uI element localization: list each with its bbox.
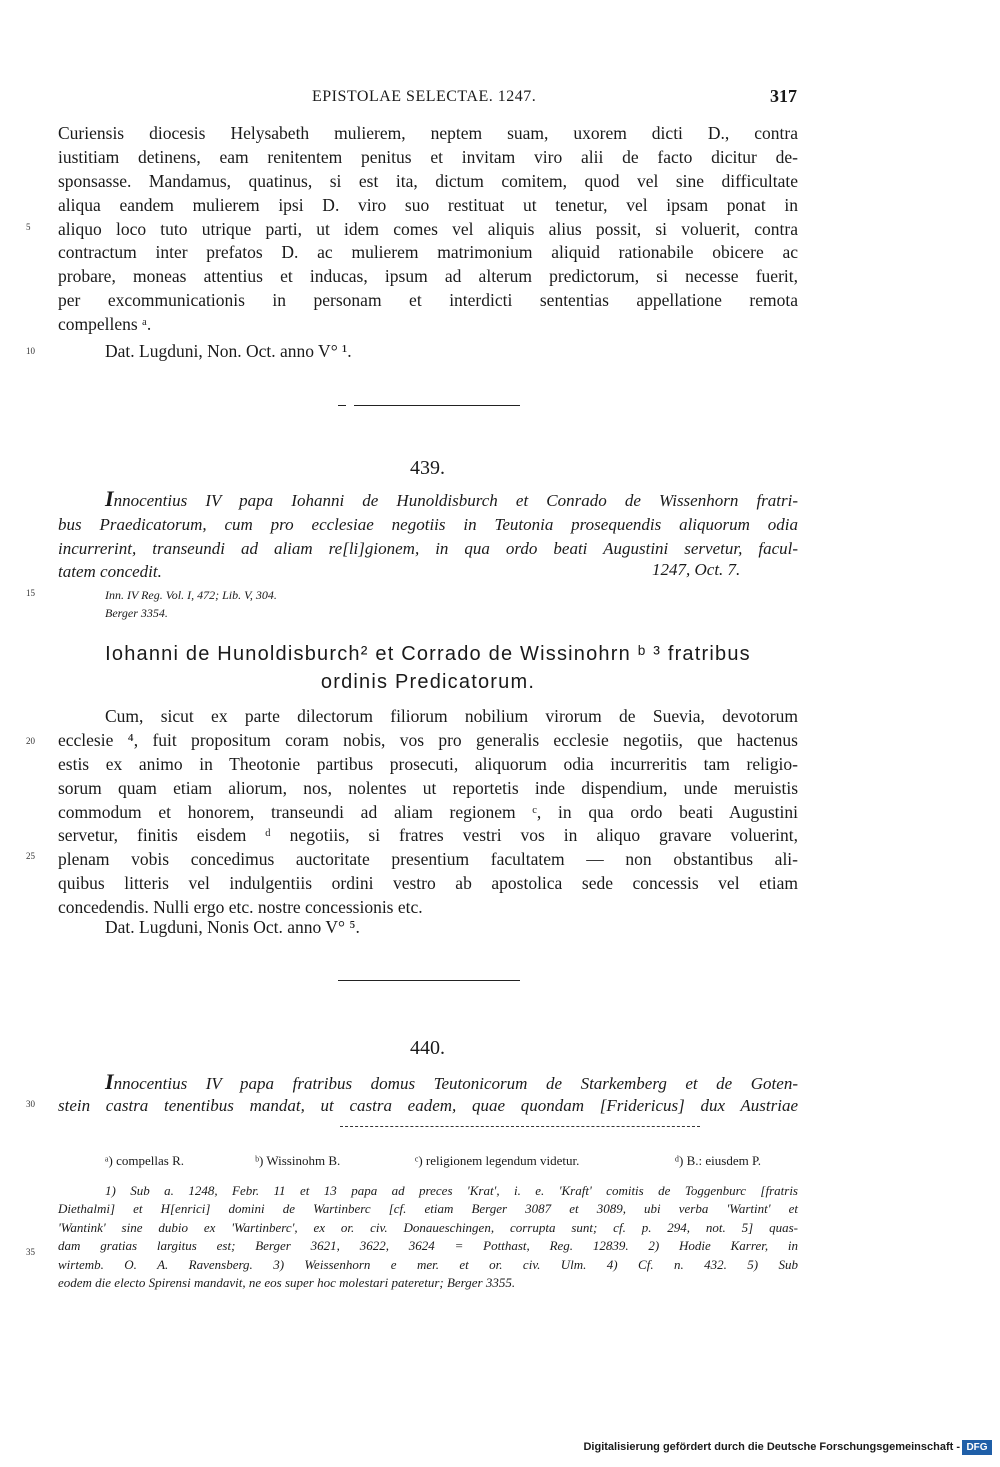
footnote-line: 'Wantink' sine dubio ex 'Wartinberc', ex or. civ. Donaueschingen, corrupta sunt; cf. p. 294, not. 5] quas- [58, 1219, 798, 1235]
text-line: contractum inter prefatos D. ac mulierem matrimonium aliquid rationabile obicere ac [58, 242, 798, 263]
footnote-line: wirtemb. O. A. Ravensberg. 3) Weissenhorn e mer. et or. civ. Ulm. 4) Cf. n. 432. 5) Sub [58, 1256, 798, 1272]
address-line: Iohanni de Hunoldisburch² et Corrado de Wissinohrn ᵇ ³ fratribus [105, 643, 751, 665]
text-line: aliqua eandem mulierem ipsi D. viro suo restituat ut tenetur, vel ipsam ponat in [58, 194, 798, 215]
line-number: 20 [26, 736, 35, 746]
prev-letter-dat: Dat. Lugduni, Non. Oct. anno V° ¹. [105, 341, 352, 361]
letter-rubric [105, 1070, 798, 1094]
text-line: probare, moneas attentius et inducas, ipsum ad alterum predictorum, si necesse fuerit, [58, 266, 798, 287]
letter-date: 1247, Oct. 7. [652, 560, 741, 579]
running-title: EPISTOLAE SELECTAE. 1247. [312, 88, 537, 105]
footnote-line: dam gratias largitus est; Berger 3621, 3622, 3624 = Potthast, Reg. 12839. 2) Hodie Karrer, in [58, 1238, 798, 1254]
address-line: ordinis Predicatorum. [320, 671, 536, 693]
letter-number: 439. [410, 457, 445, 479]
text-line: plenam vobis concedimus auctoritate presentium facultatem — non obstantibus ali- [58, 849, 798, 870]
letter-dat: Dat. Lugduni, Nonis Oct. anno V° ⁵. [105, 917, 360, 937]
dfg-logo: DFG [962, 1440, 992, 1455]
source-reference: Inn. IV Reg. Vol. I, 472; Lib. V, 304. [105, 588, 277, 602]
text-line: servetur, finitis eisdem ᵈ negotiis, si fratres vestri vos in aliquo gravare voluerint, [58, 825, 798, 846]
text-line: compellens ᵃ. [58, 314, 152, 335]
line-number: 5 [26, 222, 31, 232]
text-line: iustitiam detinens, eam renitentem penitus et invitam viro alii de facto dicitur de- [58, 146, 798, 167]
text-line: sorum quam etiam aliorum, nos, nolentes ut reportetis inde dispendium, unde meruistis [58, 777, 798, 798]
line-number: 25 [26, 851, 35, 861]
text-line: aliquo loco tuto utrique parti, ut idem comes vel aliquis alius possit, si voluerit, contra [58, 218, 798, 239]
rubric-line: tatem concedit. [58, 562, 162, 581]
letter-rubric-cont [58, 1094, 798, 1118]
digitization-credit: Digitalisierung gefördert durch die Deutsche Forschungsgemeinschaft - [583, 1441, 960, 1453]
text-line: Curiensis diocesis Helysabeth mulierem, neptem suam, uxorem dicti D., contra [58, 123, 798, 143]
rubric-line: stein castra tenentibus mandat, ut castra eadem, quae quondam [Fridericus] dux Austriae [58, 1096, 798, 1115]
apparatus-note: ᶜ) religionem legendum videtur. [415, 1153, 580, 1168]
footnote-line: 1) Sub a. 1248, Febr. 11 et 13 papa ad preces 'Krat', i. e. 'Kraft' comitis de Toggenburc [fratris [105, 1183, 798, 1198]
rubric-line: bus Praedicatorum, cum pro ecclesiae negotiis in Teutonia prosequendis aliquorum odia [58, 515, 798, 534]
apparatus-rule [340, 1126, 700, 1127]
rubric-initial: I [105, 486, 114, 511]
letter-number: 440. [410, 1037, 445, 1059]
source-reference: Berger 3354. [105, 606, 168, 620]
letter-rubric [105, 487, 798, 511]
separator-rule [354, 405, 520, 406]
apparatus-note: ᵇ) Wissinohm B. [255, 1153, 341, 1168]
rubric-line: nnocentius IV papa Iohanni de Hunoldisburch et Conrado de Wissenhorn fratri- [113, 491, 798, 510]
apparatus-note: ᵈ) B.: eiusdem P. [675, 1153, 762, 1168]
text-line: per excommunicationis in personam et interdicti sententias appellatione remota [58, 290, 798, 311]
line-number: 35 [26, 1247, 35, 1257]
rubric-initial: I [105, 1069, 114, 1094]
text-line: estis ex animo in Theotonie partibus prosecuti, aliquorum odia incurreritis tam religio- [58, 753, 798, 774]
text-line: ecclesie ⁴, fuit propositum coram nobis, vos pro generalis ecclesie negotiis, que hactenus [58, 729, 798, 750]
text-line: quibus litteris vel indulgentiis ordini vestro ab apostolica sede concessis vel etiam [58, 873, 798, 894]
text-line: Cum, sicut ex parte dilectorum filiorum nobilium virorum de Suevia, devotorum [105, 706, 798, 726]
line-number: 30 [26, 1099, 35, 1109]
letter-body [58, 705, 798, 920]
footnotes [58, 1182, 798, 1292]
separator-rule [338, 980, 520, 981]
text-line: concedendis. Nulli ergo etc. nostre concessionis etc. [58, 897, 423, 918]
page-number: 317 [770, 86, 797, 106]
prev-letter-text [58, 122, 798, 337]
line-number: 15 [26, 588, 35, 598]
footnote-line: eodem die electo Spirensi mandavit, ne eos super hoc molestari pateretur; Berger 3355. [58, 1274, 516, 1290]
separator-rule [338, 405, 346, 406]
text-line: sponsasse. Mandamus, quatinus, si est ita, dictum comitem, quod vel sine difficultate [58, 170, 798, 191]
line-number: 10 [26, 346, 35, 356]
rubric-line: incurrerint, transeundi ad aliam re[li]gionem, in qua ordo beati Augustini servetur, facul- [58, 538, 798, 558]
apparatus-note: ᵃ) compellas R. [105, 1153, 185, 1168]
text-line: commodum et honorem, transeundi ad aliam regionem ᶜ, in qua ordo beati Augustini [58, 801, 798, 822]
rubric-line: nnocentius IV papa fratribus domus Teutonicorum de Starkemberg et de Goten- [113, 1074, 798, 1093]
footnote-line: Diethalmi] et H[enrici] domini de Wartinberc [cf. etiam Berger 3087 et 3089, ubi verba 'Wartint' et [58, 1201, 798, 1217]
